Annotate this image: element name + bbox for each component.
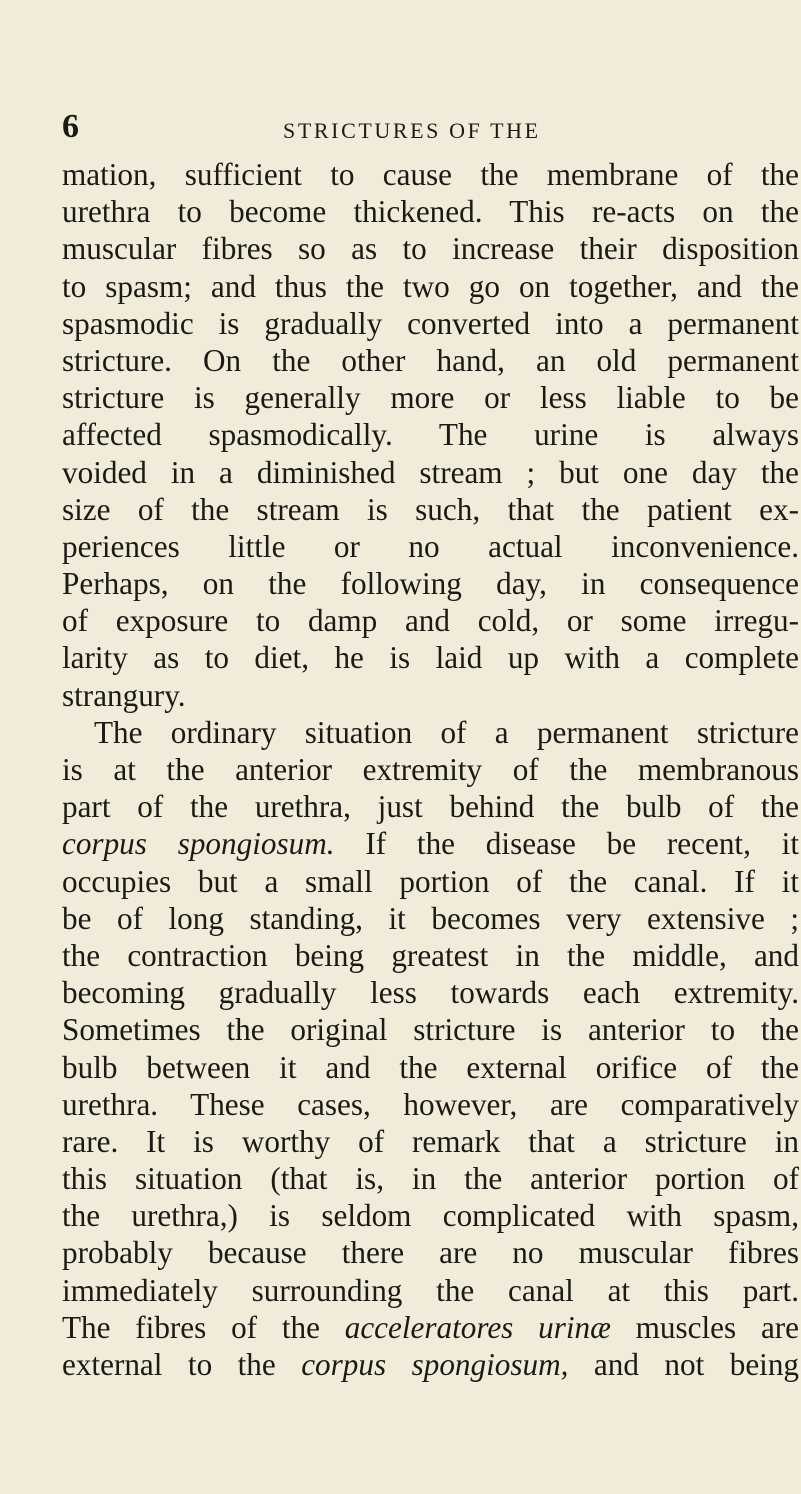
text-line: the urethra,) is seldom complicated with spasm, — [62, 1198, 799, 1234]
text-line: rare. It is worthy of remark that a stricture in — [62, 1123, 799, 1159]
text-line: the contraction being greatest in the middle, and — [62, 937, 799, 973]
text-run: muscles are — [610, 1309, 800, 1345]
text-line: mation, sufficient to cause the membrane of the — [62, 157, 799, 192]
text-line: spasmodic is gradually converted into a permanent — [62, 305, 799, 341]
text-line: this situation (that is, in the anterior portion of — [62, 1161, 799, 1197]
text-line: becoming gradually less towards each extremity. — [62, 975, 799, 1011]
page-header — [0, 108, 801, 148]
text-line: stricture is generally more or less liable to be — [62, 380, 799, 416]
italic-term: acceleratores urinæ — [344, 1309, 611, 1345]
running-title: STRICTURES OF THE — [283, 118, 541, 143]
text-line — [62, 1346, 799, 1383]
text-line: affected spasmodically. The urine is always — [62, 417, 799, 453]
text-line: part of the urethra, just behind the bulb of the — [62, 789, 799, 825]
text-run: external to the — [62, 1347, 302, 1382]
text-line: immediately surrounding the canal at this part. — [62, 1272, 799, 1308]
text-line: bulb between it and the external orifice of the — [62, 1049, 799, 1085]
text-line: Sometimes the original stricture is anterior to the — [62, 1012, 799, 1048]
text-line: size of the stream is such, that the patient ex- — [62, 491, 799, 527]
text-line: is at the anterior extremity of the membranous — [62, 752, 799, 787]
text-line: urethra. These cases, however, are comparatively — [62, 1086, 799, 1122]
text-line: periences little or no actual inconvenience. — [62, 528, 799, 564]
text-line: be of long standing, it becomes very extensive ; — [62, 900, 799, 936]
text-line: strangury. — [62, 677, 186, 713]
italic-term: corpus spongiosum. — [62, 826, 335, 862]
text-line: probably because there are no muscular fibres — [62, 1235, 799, 1271]
italic-term: corpus spongiosum, — [301, 1347, 569, 1382]
text-line — [62, 1309, 799, 1346]
body-text — [62, 156, 799, 1383]
text-line — [62, 825, 799, 862]
paragraph-first-line: The ordinary situation of a permanent stricture — [94, 714, 799, 750]
text-line: larity as to diet, he is laid up with a complete — [62, 640, 799, 676]
text-line: muscular fibres so as to increase their disposition — [62, 231, 799, 267]
text-run: and not being — [568, 1347, 800, 1382]
text-line: urethra to become thickened. This re-acts on the — [62, 194, 799, 230]
text-line: voided in a diminished stream ; but one day the — [62, 454, 799, 490]
text-run: If the disease be recent, it — [334, 826, 800, 862]
text-line: stricture. On the other hand, an old permanent — [62, 342, 799, 378]
text-line: to spasm; and thus the two go on together, and the — [62, 268, 799, 304]
text-run: The fibres of the — [62, 1309, 345, 1345]
text-line: occupies but a small portion of the canal. If it — [62, 863, 799, 899]
text-line: Perhaps, on the following day, in consequence — [62, 566, 799, 602]
text-line: of exposure to damp and cold, or some irregu- — [62, 603, 799, 639]
page-number: 6 — [62, 108, 79, 145]
